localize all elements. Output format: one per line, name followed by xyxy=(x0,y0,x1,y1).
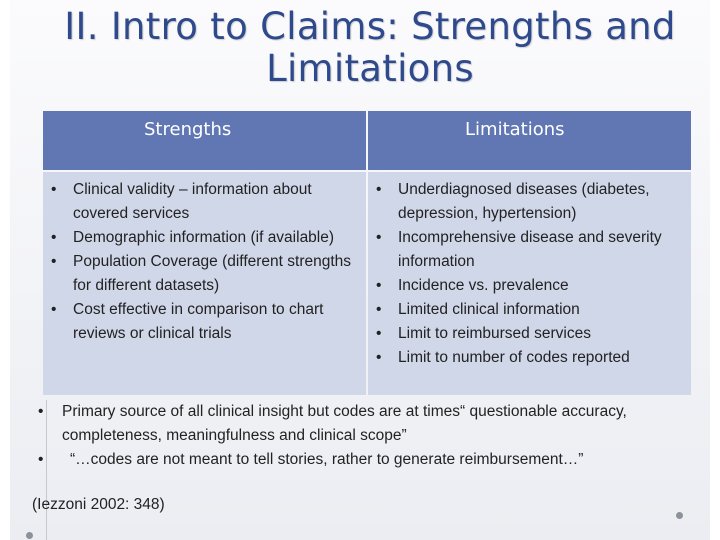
limitations-header-cell xyxy=(368,111,691,170)
limitation-item: • Incomprehensive disease and severity information xyxy=(368,226,691,274)
limitation-item: • Incidence vs. prevalence xyxy=(368,274,691,298)
limitation-item: • Limited clinical information xyxy=(368,298,691,322)
citation: (Iezzoni 2002: 348) xyxy=(32,496,165,513)
quote-item: • “…codes are not meant to tell stories, rather to generate reimbursement…” xyxy=(30,448,690,472)
strengths-header: Strengths xyxy=(144,119,232,140)
slide xyxy=(10,0,710,540)
strength-item: • Population Coverage (different strengths for different datasets) xyxy=(43,250,366,298)
limitation-item: • Limit to reimbursed services xyxy=(368,322,691,346)
limitations-cell xyxy=(368,172,691,395)
note-item: • Primary source of all clinical insight but codes are at times“ questionable accuracy, completeness, meaningfulness and clinical scope” xyxy=(30,400,690,448)
strengths-list xyxy=(43,178,366,346)
limitations-list xyxy=(368,178,691,370)
strengths-header-cell xyxy=(43,111,366,170)
limitation-item: • Underdiagnosed diseases (diabetes, depression, hypertension) xyxy=(368,178,691,226)
strength-item: • Demographic information (if available) xyxy=(43,226,366,250)
limitation-item: • Limit to number of codes reported xyxy=(368,346,691,370)
comparison-table xyxy=(43,111,691,395)
strengths-cell xyxy=(43,172,366,395)
slide-title: II. Intro to Claims: Strengths and Limitations xyxy=(64,5,676,90)
strength-item: • Cost effective in comparison to chart reviews or clinical trials xyxy=(43,298,366,346)
decorative-dot xyxy=(676,512,683,519)
strength-item: • Clinical validity – information about covered services xyxy=(43,178,366,226)
limitations-header: Limitations xyxy=(465,119,565,140)
decorative-dot xyxy=(26,532,33,539)
notes-list xyxy=(30,400,690,472)
